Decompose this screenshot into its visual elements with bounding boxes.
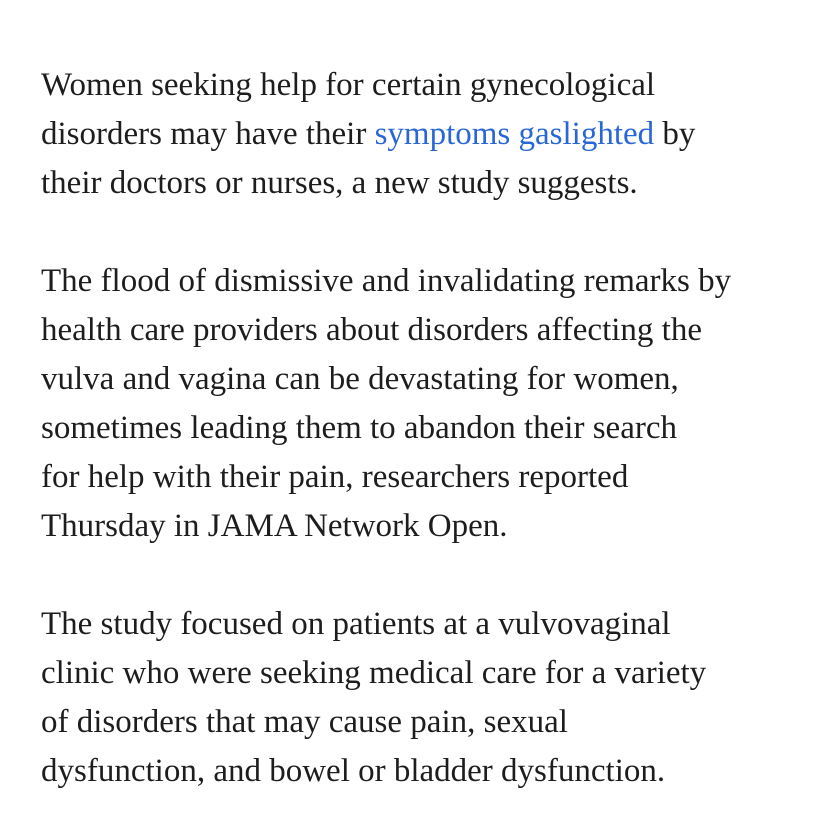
symptoms-gaslighted-link[interactable]: symptoms gaslighted <box>374 116 655 152</box>
paragraph-line: of disorders that may cause pain, sexual <box>41 704 568 740</box>
paragraph-line: clinic who were seeking medical care for a variety <box>41 655 707 691</box>
article-body <box>41 61 821 796</box>
paragraph-line: Women seeking help for certain gynecological <box>41 67 656 103</box>
paragraph-line: for help with their pain, researchers reported <box>41 459 629 495</box>
paragraph-line: The study focused on patients at a vulvovaginal <box>41 606 671 642</box>
paragraph-3 <box>41 600 821 796</box>
line-text: disorders may have their <box>41 116 375 152</box>
paragraph-line: The flood of dismissive and invalidating remarks by <box>41 263 732 299</box>
paragraph-line: sometimes leading them to abandon their search <box>41 410 677 446</box>
paragraph-line <box>41 110 821 159</box>
paragraph-2 <box>41 257 821 551</box>
line-text: by <box>654 116 696 152</box>
paragraph-line: their doctors or nurses, a new study suggests. <box>41 165 638 201</box>
paragraph-line: health care providers about disorders affecting the <box>41 312 702 348</box>
paragraph-line: dysfunction, and bowel or bladder dysfunction. <box>41 753 666 789</box>
paragraph-1 <box>41 61 821 208</box>
paragraph-line: vulva and vagina can be devastating for women, <box>41 361 679 397</box>
paragraph-line: Thursday in JAMA Network Open. <box>41 508 508 544</box>
